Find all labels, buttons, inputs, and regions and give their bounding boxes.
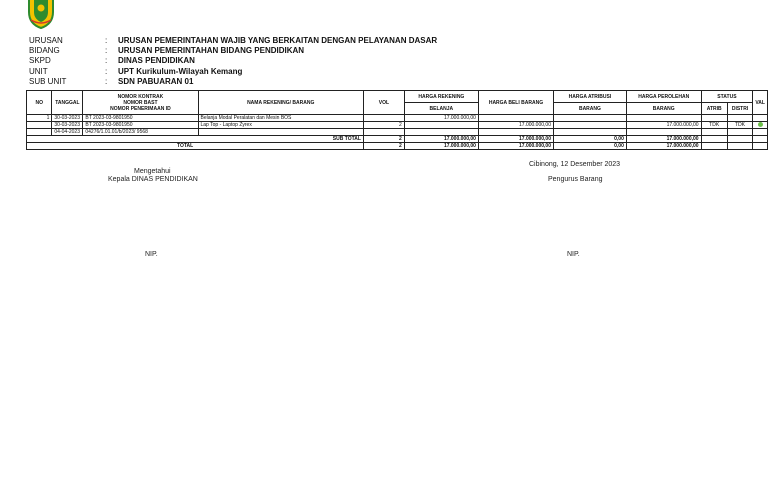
table-row: 30-03-2023 BT 2023-03-9801950 Lap Top - Laptop Zyrex 2 17.000.000,00 17.000.000,00 TDK TDK <box>27 122 768 129</box>
sign-left-nip: NIP. <box>145 251 158 258</box>
col-val: VAL <box>753 91 768 115</box>
header-row-sub-unit: SUB UNIT : SDN PABUARAN 01 <box>29 76 194 86</box>
col-nomor-penerimaan: NOMOR PENERIMAAN ID <box>110 105 171 112</box>
col-barang-perolehan: BARANG <box>626 103 701 115</box>
sign-right-title: Pengurus Barang <box>548 176 603 183</box>
subtotal-row: SUB TOTAL 2 17.000.000,00 17.000.000,00 0,00 17.000.000,00 <box>27 136 768 143</box>
col-atrib: ATRIB <box>701 103 727 115</box>
header-row-unit: UNIT : UPT Kurikulum-Wilayah Kemang <box>29 66 243 76</box>
col-harga-atribusi: HARGA ATRIBUSI <box>553 91 626 103</box>
col-harga-beli: HARGA BELI BARANG <box>478 91 553 115</box>
sign-right-place-date: Cibinong, 12 Desember 2023 <box>529 161 621 168</box>
green-check-icon[interactable] <box>758 122 763 127</box>
col-tanggal: TANGGAL <box>52 91 83 115</box>
col-belanja: BELANJA <box>404 103 478 115</box>
header-row-urusan: URUSAN : URUSAN PEMERINTAHAN WAJIB YANG BERKAITAN DENGAN PELAYANAN DASAR <box>29 36 438 45</box>
total-row: TOTAL 2 17.000.000,00 17.000.000,00 0,00 17.000.000,00 <box>27 143 768 150</box>
sign-left-title: Kepala DINAS PENDIDIKAN <box>108 176 198 183</box>
asset-receipt-table <box>26 90 768 150</box>
sign-right-nip: NIP. <box>567 251 580 258</box>
col-distri: DISTRI <box>727 103 752 115</box>
sign-left-line1: Mengetahui <box>134 168 171 175</box>
col-status: STATUS <box>701 91 753 103</box>
table-header-row-1 <box>27 91 768 103</box>
col-barang-atribusi: BARANG <box>553 103 626 115</box>
validate-check-cell[interactable] <box>753 122 768 129</box>
header-row-skpd: SKPD : DINAS PENDIDIKAN <box>29 56 195 66</box>
header-row-bidang: BIDANG : URUSAN PEMERINTAHAN BIDANG PENDIDIKAN <box>29 46 305 56</box>
regency-crest-logo <box>26 0 56 30</box>
table-row: 1 30-03-2023 BT 2023-03-9801950 Belanja Modal Peralatan dan Mesin BOS 17.000.000,00 <box>27 115 768 122</box>
col-vol: VOL <box>363 91 404 115</box>
table-row: 04-04-2023 04276/1.01.01/b/2023/ 9568 <box>27 129 768 136</box>
col-nomor <box>83 91 198 115</box>
col-nomor-bast: NOMOR BAST <box>123 99 158 106</box>
col-harga-perolehan: HARGA PEROLEHAN <box>626 91 701 103</box>
col-harga-rekening: HARGA REKENING <box>404 91 478 103</box>
col-nama-rekening: NAMA REKENING/ BARANG <box>198 91 363 115</box>
col-no: NO <box>27 91 52 115</box>
document-header <box>29 36 437 87</box>
col-nomor-kontrak: NOMOR KONTRAK <box>117 93 164 100</box>
